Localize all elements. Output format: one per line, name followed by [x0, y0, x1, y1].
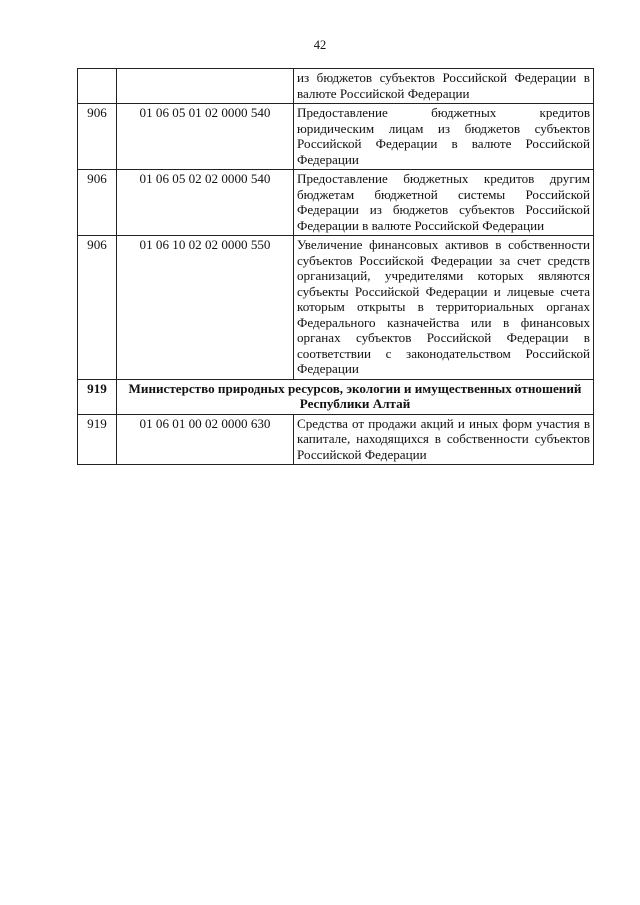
- classification-code-cell: 01 06 05 01 02 0000 540: [117, 104, 294, 170]
- admin-code-cell: 919: [78, 414, 117, 465]
- source-name-cell: Предоставление бюджетных кредитов другим бюджетам бюджетной системы Российской Федерации из бюджетов субъектов Российской Федерации в валюте Российской Федерации: [294, 170, 594, 236]
- table-row: [78, 170, 594, 236]
- admin-code-cell: [78, 69, 117, 104]
- table-row: [78, 414, 594, 465]
- table-row: [78, 104, 594, 170]
- classification-code-cell: 01 06 01 00 02 0000 630: [117, 414, 294, 465]
- source-name-cell: из бюджетов субъектов Российской Федерации в валюте Российской Федерации: [294, 69, 594, 104]
- table-row: [78, 69, 594, 104]
- admin-code-cell: 919: [78, 379, 117, 414]
- administrator-header-row: [78, 379, 594, 414]
- table-row: [78, 236, 594, 380]
- classification-code-cell: [117, 69, 294, 104]
- page-number: 42: [313, 38, 327, 52]
- source-name-cell: Средства от продажи акций и иных форм участия в капитале, находящихся в собственности субъектов Российской Федерации: [294, 414, 594, 465]
- administrator-name-cell: Министерство природных ресурсов, экологии и имущественных отношений Республики Алтай: [117, 379, 594, 414]
- classification-code-cell: 01 06 10 02 02 0000 550: [117, 236, 294, 380]
- admin-code-cell: 906: [78, 104, 117, 170]
- classification-code-cell: 01 06 05 02 02 0000 540: [117, 170, 294, 236]
- source-name-cell: Предоставление бюджетных кредитов юридическим лицам из бюджетов субъектов Российской Федерации в валюте Российской Федерации: [294, 104, 594, 170]
- admin-code-cell: 906: [78, 236, 117, 380]
- budget-sources-table: [77, 68, 594, 465]
- admin-code-cell: 906: [78, 170, 117, 236]
- source-name-cell: Увеличение финансовых активов в собственности субъектов Российской Федерации за счет средств организаций, учредителями которых являются субъекты Российской Федерации и лицевые счета которым открыты в территориальных органах Федерального казначейства или в финансовых органах субъектов Российской Федерации в соответствии с законодательством Российской Федерации: [294, 236, 594, 380]
